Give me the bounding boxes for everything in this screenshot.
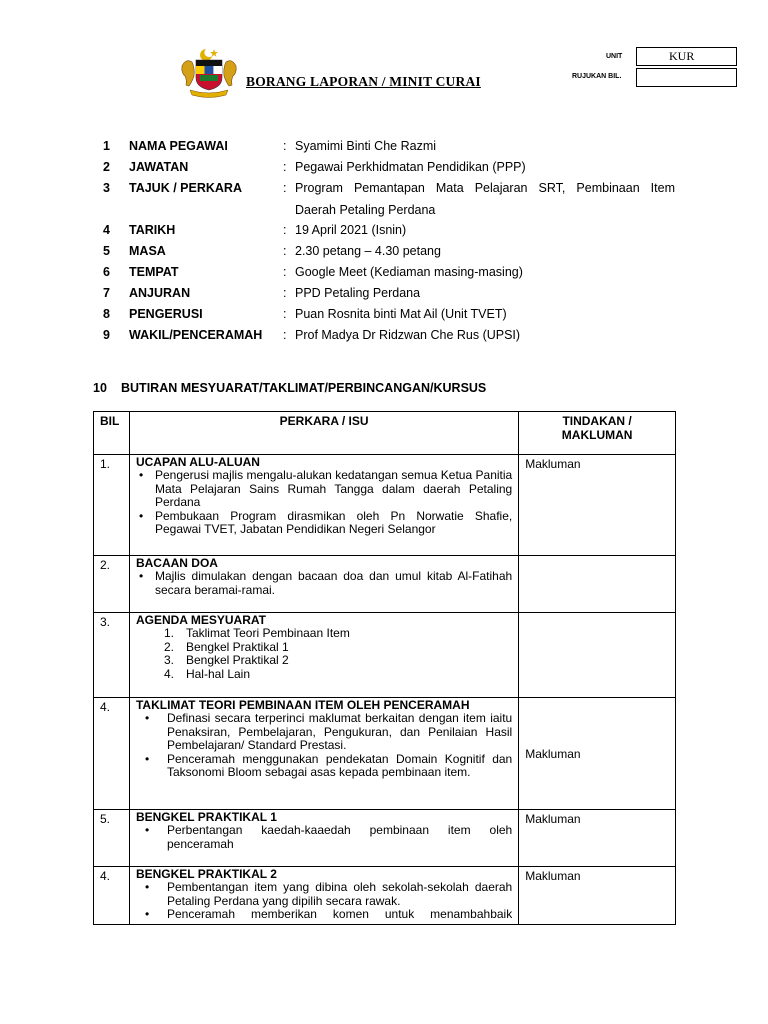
header-tindakan-line1: TINDAKAN / — [562, 414, 632, 428]
info-number: 5 — [103, 244, 110, 258]
bullet-list — [136, 469, 512, 537]
row-title: TAKLIMAT TEORI PEMBINAAN ITEM OLEH PENCERAMAH — [135, 698, 470, 712]
list-text: Taklimat Teori Pembinaan Item — [185, 626, 350, 640]
form-title: BORANG LAPORAN / MINIT CURAI — [246, 74, 481, 89]
list-item: • Pengerusi majlis mengalu-alukan kedatangan semua Ketua Panitia Mata Pelajaran Sains Rumah Tangga dalam daerah Petaling Perdana — [136, 469, 512, 510]
table-row — [94, 867, 676, 925]
list-item — [136, 641, 512, 655]
row-action: Makluman — [519, 455, 676, 556]
list-text: Bengkel Praktikal 2 — [185, 653, 289, 668]
minutes-table — [93, 411, 676, 925]
info-label: WAKIL/PENCERAMAH — [129, 328, 263, 342]
info-value-continued: Daerah Petaling Perdana — [295, 203, 436, 217]
section-heading — [93, 381, 486, 395]
info-colon: : — [283, 160, 287, 174]
row-action: Makluman — [519, 810, 676, 867]
info-label: ANJURAN — [129, 286, 191, 300]
row-action — [519, 613, 676, 698]
table-row — [94, 455, 676, 556]
coat-of-arms-crest — [176, 46, 242, 98]
info-colon: : — [283, 286, 287, 300]
info-value: Prof Madya Dr Ridzwan Che Rus (UPSI) — [295, 328, 521, 342]
numbered-list — [136, 627, 512, 681]
row-number: 5. — [94, 810, 130, 867]
reference-number-field — [636, 68, 737, 87]
row-content — [129, 867, 518, 925]
info-label: TAJUK / PERKARA — [129, 181, 242, 195]
list-text: Bengkel Praktikal 1 — [185, 639, 289, 654]
info-number: 2 — [103, 160, 110, 174]
row-title: BACAAN DOA — [135, 556, 218, 570]
info-colon: : — [283, 307, 287, 321]
list-item: • Penceramah menggunakan pendekatan Domain Kognitif dan Taksonomi Bloom sebagai asas kepada pembinaan item. — [136, 753, 512, 780]
row-content — [129, 455, 518, 556]
list-item: • Penceramah memberikan komen untuk menambahbaik — [136, 908, 512, 922]
info-number: 1 — [103, 139, 110, 153]
info-value: Puan Rosnita binti Mat Ail (Unit TVET) — [295, 307, 507, 321]
info-label: JAWATAN — [129, 160, 189, 174]
info-number: 3 — [103, 181, 110, 195]
info-colon: : — [283, 139, 287, 153]
info-number: 6 — [103, 265, 110, 279]
unit-field: KUR — [636, 47, 737, 66]
section-title: BUTIRAN MESYUARAT/TAKLIMAT/PERBINCANGAN/KURSUS — [121, 381, 487, 395]
row-title: AGENDA MESYUARAT — [135, 613, 266, 627]
header-tindakan-line2: MAKLUMAN — [561, 428, 633, 442]
info-number: 8 — [103, 307, 110, 321]
info-value: Program Pemantapan Mata Pelajaran SRT, Pembinaan Item — [295, 181, 675, 195]
info-colon: : — [283, 181, 287, 195]
info-number: 7 — [103, 286, 110, 300]
table-row — [94, 556, 676, 613]
row-content — [129, 556, 518, 613]
info-number: 4 — [103, 223, 110, 237]
list-number: 4. — [163, 666, 174, 681]
table-row — [94, 698, 676, 810]
row-title: BENGKEL PRAKTIKAL 1 — [135, 810, 277, 824]
list-item — [136, 627, 512, 641]
info-colon: : — [283, 328, 287, 342]
list-item: • Pembentangan item yang dibina oleh sekolah-sekolah daerah Petaling Perdana yang dipilih secara rawak. — [136, 881, 512, 908]
table-header-row — [94, 412, 676, 455]
list-item: • Definasi secara terperinci maklumat berkaitan dengan item iaitu Penaksiran, Pembelajaran, Pengukuran, dan Penilaian Hasil Pembelajaran/ Standard Prestasi. — [136, 712, 512, 753]
row-number: 1. — [94, 455, 130, 556]
info-value: Pegawai Perkhidmatan Pendidikan (PPP) — [295, 160, 526, 174]
list-number: 2. — [163, 639, 174, 654]
section-number: 10 — [93, 381, 107, 395]
bullet-list — [136, 824, 512, 851]
row-number: 4. — [94, 698, 130, 810]
unit-label: UNIT — [606, 53, 623, 60]
info-label: NAMA PEGAWAI — [129, 139, 228, 153]
bullet-list — [136, 881, 512, 922]
info-number: 9 — [103, 328, 110, 342]
list-text: Hal-hal Lain — [185, 666, 251, 681]
list-number: 1. — [163, 626, 174, 640]
list-number: 3. — [163, 653, 174, 668]
info-colon: : — [283, 265, 287, 279]
row-content — [129, 698, 518, 810]
info-colon: : — [283, 223, 287, 237]
row-action: Makluman — [519, 698, 676, 810]
info-label: PENGERUSI — [129, 307, 203, 321]
info-value: Google Meet (Kediaman masing-masing) — [295, 265, 523, 279]
header-tindakan — [519, 412, 676, 455]
row-action — [519, 556, 676, 613]
info-label: MASA — [129, 244, 166, 258]
list-item — [136, 668, 512, 682]
row-number: 4. — [94, 867, 130, 925]
info-colon: : — [283, 244, 287, 258]
row-content — [129, 613, 518, 698]
info-label: TARIKH — [129, 223, 176, 237]
reference-number-label: RUJUKAN BIL. — [572, 73, 622, 80]
row-title: BENGKEL PRAKTIKAL 2 — [135, 867, 277, 881]
row-content — [129, 810, 518, 867]
table-row — [94, 613, 676, 698]
list-item: • Perbentangan kaedah-kaaedah pembinaan item oleh penceramah — [136, 824, 512, 851]
list-item: • Pembukaan Program dirasmikan oleh Pn Norwatie Shafie, Pegawai TVET, Jabatan Pendidikan Negeri Selangor — [136, 510, 512, 537]
bullet-list — [136, 570, 512, 597]
list-item — [136, 654, 512, 668]
table-row — [94, 810, 676, 867]
row-number: 3. — [94, 613, 130, 698]
row-title: UCAPAN ALU-ALUAN — [135, 455, 260, 469]
row-action: Makluman — [519, 867, 676, 925]
bullet-list — [136, 712, 512, 780]
info-label: TEMPAT — [129, 265, 179, 279]
row-number: 2. — [94, 556, 130, 613]
header-bil: BIL — [94, 412, 130, 455]
info-value: 2.30 petang – 4.30 petang — [295, 244, 441, 258]
header-perkara: PERKARA / ISU — [129, 412, 518, 455]
info-value: Syamimi Binti Che Razmi — [295, 139, 437, 153]
list-item: • Majlis dimulakan dengan bacaan doa dan umul kitab Al-Fatihah secara beramai-ramai. — [136, 570, 512, 597]
info-value: 19 April 2021 (Isnin) — [295, 223, 407, 237]
info-value: PPD Petaling Perdana — [295, 286, 421, 300]
